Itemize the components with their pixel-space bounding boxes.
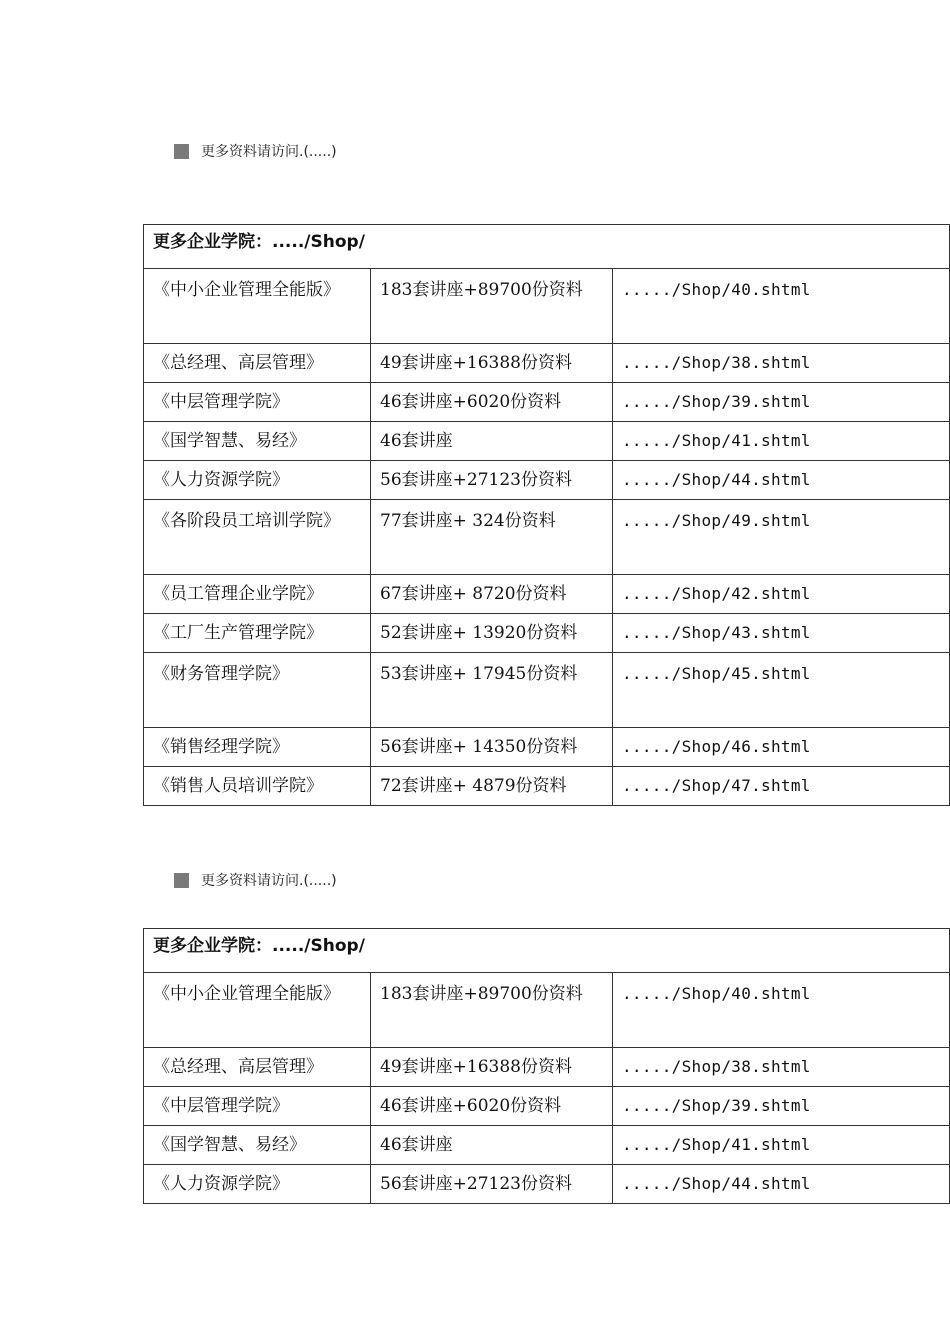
course-content: 77套讲座+ 324份资料 xyxy=(371,500,613,575)
course-content: 72套讲座+ 4879份资料 xyxy=(371,767,613,806)
more-info-note xyxy=(174,870,337,890)
header-path: ...../Shop/ xyxy=(272,232,365,252)
header-label: 更多企业学院： xyxy=(153,936,272,956)
shop-table xyxy=(143,928,950,1204)
course-url[interactable]: ...../Shop/39.shtml xyxy=(613,383,950,422)
shop-table xyxy=(143,224,950,806)
table-row xyxy=(144,973,950,1048)
course-name: 《中层管理学院》 xyxy=(144,383,371,422)
table-row xyxy=(144,1048,950,1087)
table-row xyxy=(144,767,950,806)
course-content: 56套讲座+27123份资料 xyxy=(371,1165,613,1204)
course-url[interactable]: ...../Shop/38.shtml xyxy=(613,344,950,383)
course-url[interactable]: ...../Shop/38.shtml xyxy=(613,1048,950,1087)
course-content: 46套讲座+6020份资料 xyxy=(371,383,613,422)
table-row xyxy=(144,461,950,500)
course-name: 《销售人员培训学院》 xyxy=(144,767,371,806)
table-row xyxy=(144,383,950,422)
table-row xyxy=(144,1087,950,1126)
course-name: 《员工管理企业学院》 xyxy=(144,575,371,614)
course-url[interactable]: ...../Shop/45.shtml xyxy=(613,653,950,728)
table-row xyxy=(144,575,950,614)
bullet-square-icon xyxy=(174,144,189,159)
course-url[interactable]: ...../Shop/49.shtml xyxy=(613,500,950,575)
course-name: 《国学智慧、易经》 xyxy=(144,1126,371,1165)
course-content: 53套讲座+ 17945份资料 xyxy=(371,653,613,728)
course-content: 46套讲座+6020份资料 xyxy=(371,1087,613,1126)
course-url[interactable]: ...../Shop/47.shtml xyxy=(613,767,950,806)
course-url[interactable]: ...../Shop/42.shtml xyxy=(613,575,950,614)
table-row xyxy=(144,653,950,728)
table-row xyxy=(144,500,950,575)
course-name: 《人力资源学院》 xyxy=(144,461,371,500)
course-url[interactable]: ...../Shop/43.shtml xyxy=(613,614,950,653)
course-name: 《工厂生产管理学院》 xyxy=(144,614,371,653)
course-url[interactable]: ...../Shop/41.shtml xyxy=(613,422,950,461)
more-info-note xyxy=(174,141,337,161)
course-content: 52套讲座+ 13920份资料 xyxy=(371,614,613,653)
header-path: ...../Shop/ xyxy=(272,936,365,956)
table-row xyxy=(144,728,950,767)
course-url[interactable]: ...../Shop/44.shtml xyxy=(613,1165,950,1204)
table-row xyxy=(144,269,950,344)
course-name: 《中层管理学院》 xyxy=(144,1087,371,1126)
course-content: 46套讲座 xyxy=(371,1126,613,1165)
table-row xyxy=(144,1126,950,1165)
course-content: 183套讲座+89700份资料 xyxy=(371,973,613,1048)
course-content: 49套讲座+16388份资料 xyxy=(371,344,613,383)
table-row xyxy=(144,614,950,653)
course-name: 《销售经理学院》 xyxy=(144,728,371,767)
table-header xyxy=(144,929,950,973)
course-content: 183套讲座+89700份资料 xyxy=(371,269,613,344)
course-name: 《中小企业管理全能版》 xyxy=(144,269,371,344)
course-url[interactable]: ...../Shop/41.shtml xyxy=(613,1126,950,1165)
course-name: 《总经理、高层管理》 xyxy=(144,344,371,383)
course-url[interactable]: ...../Shop/40.shtml xyxy=(613,269,950,344)
course-name: 《财务管理学院》 xyxy=(144,653,371,728)
course-name: 《中小企业管理全能版》 xyxy=(144,973,371,1048)
course-url[interactable]: ...../Shop/39.shtml xyxy=(613,1087,950,1126)
more-info-text: 更多资料请访问.(.....) xyxy=(201,873,337,889)
course-content: 46套讲座 xyxy=(371,422,613,461)
course-url[interactable]: ...../Shop/46.shtml xyxy=(613,728,950,767)
bullet-square-icon xyxy=(174,873,189,888)
course-url[interactable]: ...../Shop/40.shtml xyxy=(613,973,950,1048)
course-content: 67套讲座+ 8720份资料 xyxy=(371,575,613,614)
course-name: 《总经理、高层管理》 xyxy=(144,1048,371,1087)
course-name: 《人力资源学院》 xyxy=(144,1165,371,1204)
course-name: 《国学智慧、易经》 xyxy=(144,422,371,461)
table-row xyxy=(144,422,950,461)
table-row xyxy=(144,1165,950,1204)
course-content: 49套讲座+16388份资料 xyxy=(371,1048,613,1087)
more-info-text: 更多资料请访问.(.....) xyxy=(201,144,337,160)
header-label: 更多企业学院： xyxy=(153,232,272,252)
course-content: 56套讲座+27123份资料 xyxy=(371,461,613,500)
course-url[interactable]: ...../Shop/44.shtml xyxy=(613,461,950,500)
course-content: 56套讲座+ 14350份资料 xyxy=(371,728,613,767)
course-name: 《各阶段员工培训学院》 xyxy=(144,500,371,575)
table-row xyxy=(144,344,950,383)
table-header xyxy=(144,225,950,269)
